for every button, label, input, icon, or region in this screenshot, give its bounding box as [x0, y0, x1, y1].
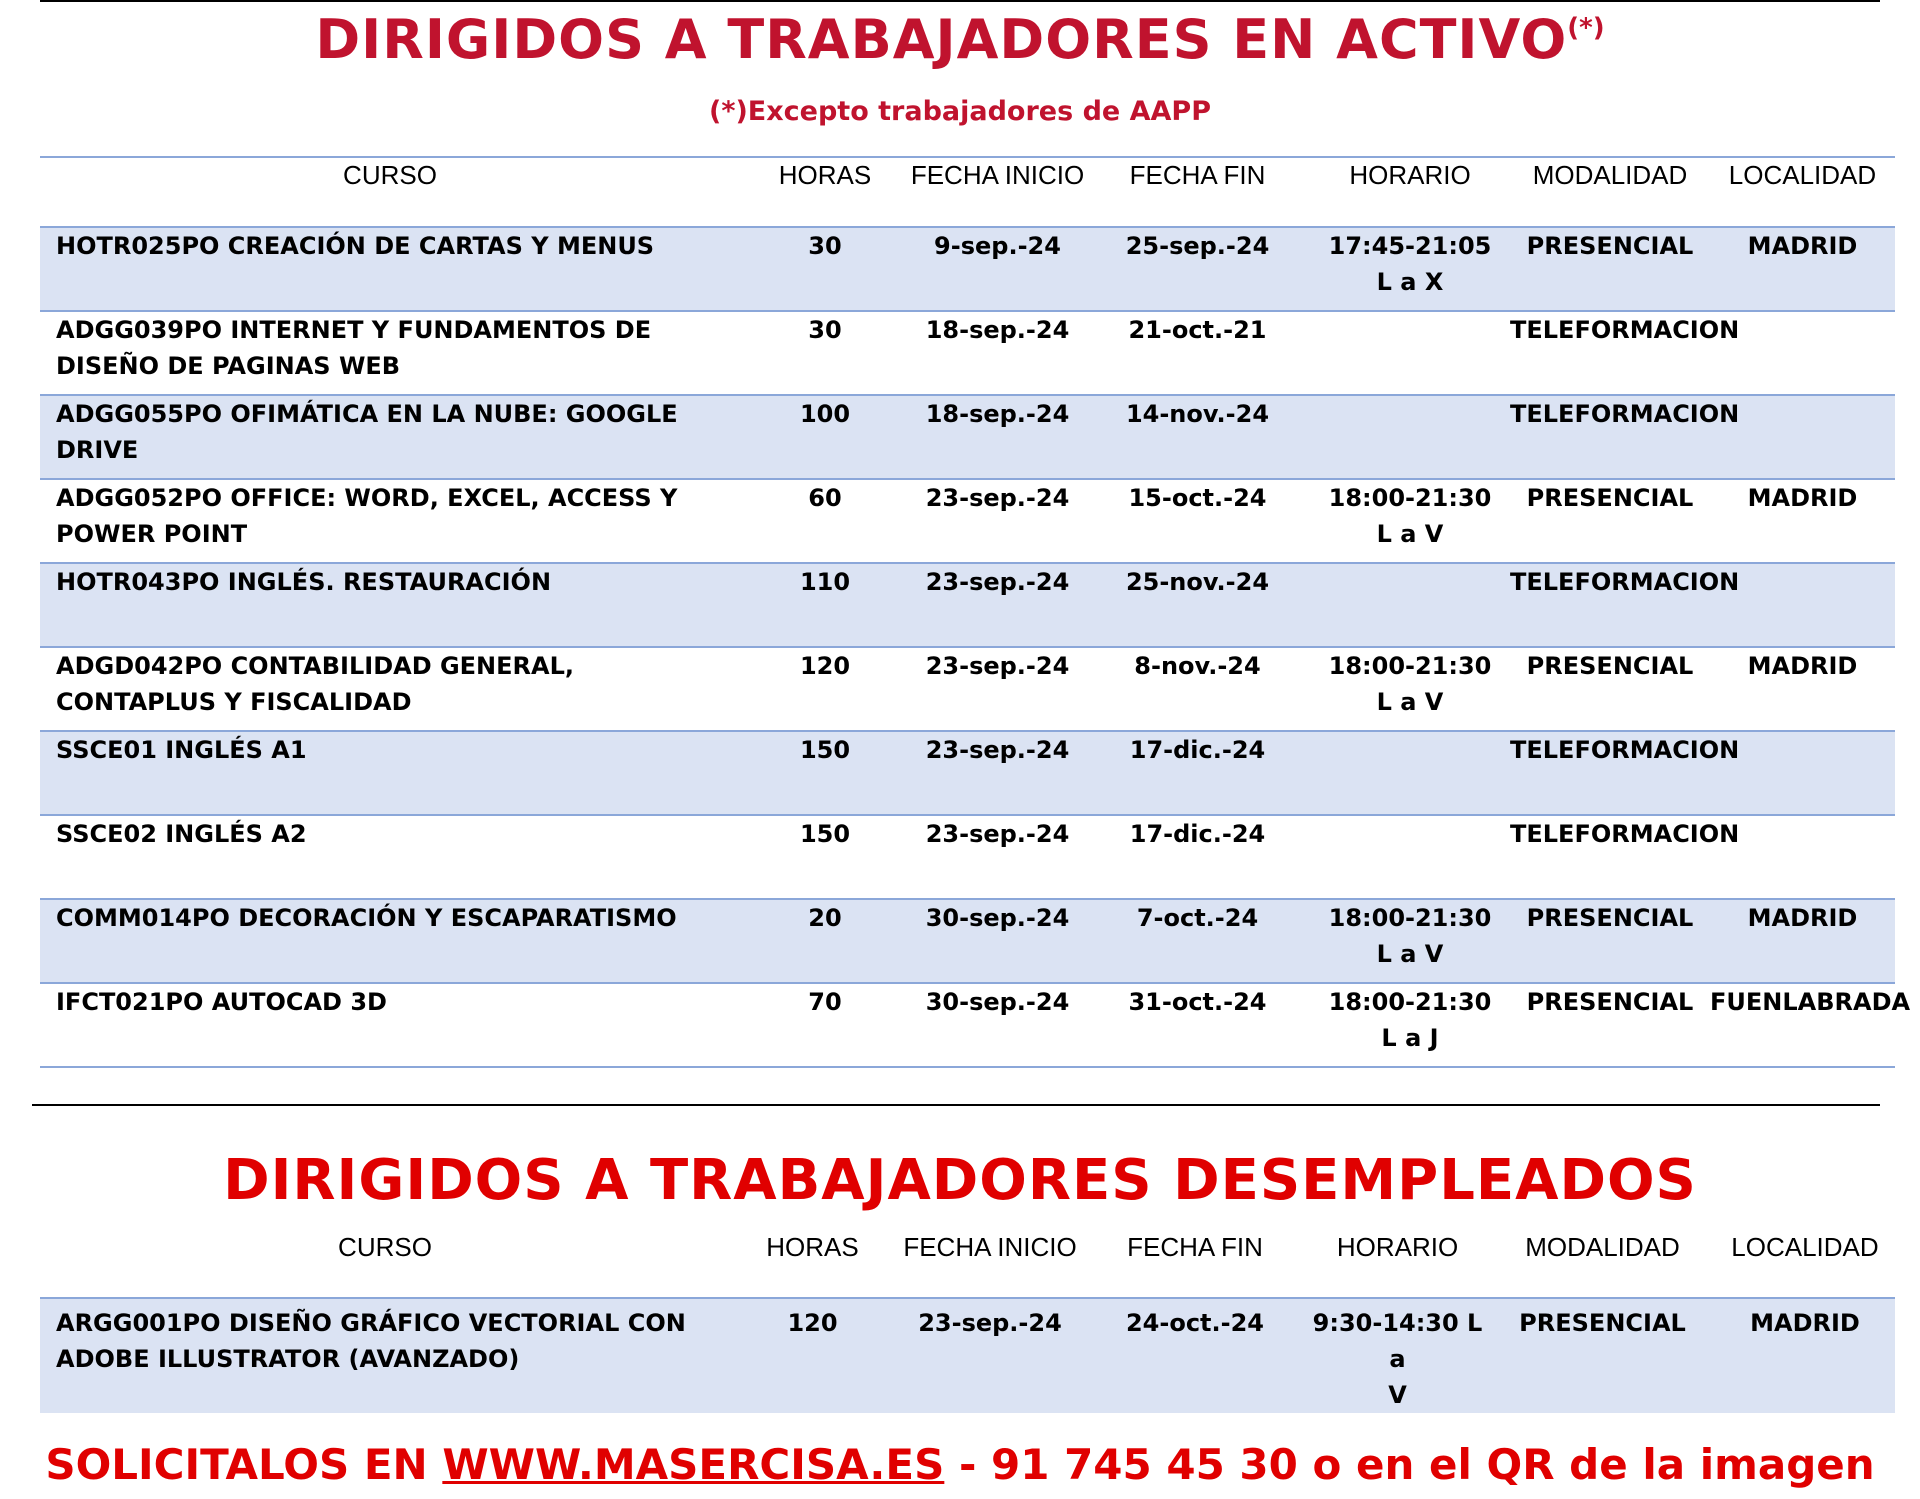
modality: TELEFORMACION	[1510, 568, 1740, 596]
start-date: 23-sep.-24	[925, 652, 1070, 680]
schedule-hours: 18:00-21:30	[1328, 904, 1492, 932]
table-row	[40, 731, 1895, 815]
section1-title	[0, 8, 1920, 71]
header-horario: HORARIO	[1349, 160, 1471, 190]
course-hours: 30	[808, 316, 842, 344]
start-date: 18-sep.-24	[925, 400, 1070, 428]
modality: PRESENCIAL	[1526, 904, 1694, 932]
table-row	[40, 815, 1895, 899]
schedule-hours: 18:00-21:30	[1328, 484, 1492, 512]
start-date: 23-sep.-24	[918, 1309, 1062, 1337]
end-date: 31-oct.-24	[1128, 988, 1267, 1016]
start-date: 23-sep.-24	[925, 484, 1070, 512]
header-modalidad: MODALIDAD	[1525, 1232, 1680, 1262]
header-horario: HORARIO	[1336, 1232, 1459, 1262]
schedule-hours: 17:45-21:05	[1328, 232, 1492, 260]
course-hours: 150	[799, 820, 851, 848]
start-date: 23-sep.-24	[925, 820, 1070, 848]
table-row	[40, 983, 1895, 1067]
course-name: HOTR025PO CREACIÓN DE CARTAS Y MENUS	[56, 232, 655, 260]
courses-table-active	[40, 156, 1911, 1068]
modality: PRESENCIAL	[1526, 232, 1694, 260]
section2-title: DIRIGIDOS A TRABAJADORES DESEMPLEADOS	[223, 1148, 1697, 1213]
schedule	[1310, 395, 1510, 479]
table-row	[40, 1298, 1895, 1413]
schedule	[1305, 1298, 1490, 1413]
table-row	[40, 479, 1895, 563]
course-hours: 110	[799, 568, 851, 596]
footer-prefix: SOLICITALOS EN	[45, 1440, 443, 1489]
end-date: 8-nov.-24	[1134, 652, 1261, 680]
start-date: 9-sep.-24	[934, 232, 1061, 260]
course-hours: 150	[799, 736, 851, 764]
modality: TELEFORMACION	[1510, 316, 1740, 344]
modality: PRESENCIAL	[1526, 652, 1694, 680]
modality: PRESENCIAL	[1519, 1309, 1686, 1337]
location: MADRID	[1747, 232, 1858, 260]
modality: PRESENCIAL	[1526, 484, 1694, 512]
footer-cta	[0, 1440, 1920, 1489]
header-horas: HORAS	[778, 160, 872, 190]
header-fecha-fin: FECHA FIN	[1127, 1232, 1263, 1262]
end-date: 14-nov.-24	[1125, 400, 1270, 428]
course-hours: 30	[808, 232, 842, 260]
location: FUENLABRADA	[1710, 988, 1911, 1016]
end-date: 24-oct.-24	[1125, 1309, 1265, 1337]
courses-table-unemployed	[40, 1232, 1895, 1413]
end-date: 15-oct.-24	[1128, 484, 1267, 512]
course-name: SSCE01 INGLÉS A1	[56, 736, 307, 764]
start-date: 30-sep.-24	[925, 988, 1070, 1016]
schedule	[1310, 815, 1510, 899]
header-modalidad: MODALIDAD	[1532, 160, 1688, 190]
start-date: 23-sep.-24	[925, 736, 1070, 764]
start-date: 30-sep.-24	[925, 904, 1070, 932]
course-name: COMM014PO DECORACIÓN Y ESCAPARATISMO	[56, 904, 677, 932]
schedule-days: L a V	[1376, 520, 1444, 548]
end-date: 17-dic.-24	[1129, 736, 1266, 764]
header-curso: CURSO	[343, 160, 437, 190]
schedule	[1310, 899, 1510, 983]
schedule	[1310, 731, 1510, 815]
schedule-days: L a V	[1376, 688, 1444, 716]
start-date: 18-sep.-24	[925, 316, 1070, 344]
schedule	[1310, 479, 1510, 563]
schedule	[1310, 227, 1510, 311]
table-row	[40, 395, 1895, 479]
course-name: ADGD042PO CONTABILIDAD GENERAL, CONTAPLUS Y FISCALIDAD	[56, 652, 575, 716]
end-date: 21-oct.-21	[1128, 316, 1267, 344]
course-hours: 70	[808, 988, 842, 1016]
schedule-hours: 18:00-21:30	[1328, 652, 1492, 680]
schedule-days: V	[1388, 1381, 1407, 1409]
schedule-days: L a V	[1376, 940, 1444, 968]
section1-subtitle: (*)Excepto trabajadores de AAPP	[708, 96, 1211, 127]
schedule-hours: 18:00-21:30	[1328, 988, 1492, 1016]
end-date: 7-oct.-24	[1136, 904, 1259, 932]
start-date: 23-sep.-24	[925, 568, 1070, 596]
course-hours: 60	[808, 484, 842, 512]
location: MADRID	[1750, 1309, 1860, 1337]
table-header-row	[40, 1232, 1895, 1298]
end-date: 17-dic.-24	[1129, 820, 1266, 848]
table-row	[40, 563, 1895, 647]
courses-table-active-body	[40, 227, 1911, 1067]
schedule	[1310, 563, 1510, 647]
course-name: ARGG001PO DISEÑO GRÁFICO VECTORIAL CON ADOBE ILLUSTRATOR (AVANZADO)	[56, 1309, 686, 1373]
table-header-row	[40, 157, 1895, 227]
schedule	[1310, 647, 1510, 731]
location: MADRID	[1747, 652, 1858, 680]
schedule-hours: 9:30-14:30 L a	[1312, 1309, 1483, 1373]
header-fecha-inicio: FECHA INICIO	[910, 160, 1085, 190]
course-hours: 120	[799, 652, 851, 680]
location: MADRID	[1747, 484, 1858, 512]
schedule-days: L a J	[1381, 1024, 1439, 1052]
course-name: ADGG039PO INTERNET Y FUNDAMENTOS DE DISEÑO DE PAGINAS WEB	[56, 316, 652, 380]
end-date: 25-sep.-24	[1125, 232, 1270, 260]
schedule	[1310, 983, 1510, 1067]
course-hours: 20	[808, 904, 842, 932]
end-date: 25-nov.-24	[1125, 568, 1270, 596]
course-name: ADGG052PO OFFICE: WORD, EXCEL, ACCESS Y POWER POINT	[56, 484, 678, 548]
header-localidad: LOCALIDAD	[1728, 160, 1877, 190]
header-fecha-inicio: FECHA INICIO	[903, 1232, 1077, 1262]
table-row	[40, 899, 1895, 983]
schedule	[1310, 311, 1510, 395]
top-rule	[40, 0, 1880, 2]
modality: PRESENCIAL	[1526, 988, 1694, 1016]
course-hours: 100	[799, 400, 851, 428]
modality: TELEFORMACION	[1510, 820, 1740, 848]
header-curso: CURSO	[338, 1232, 432, 1262]
section1-title-text: DIRIGIDOS A TRABAJADORES EN ACTIVO	[315, 8, 1568, 71]
course-name: HOTR043PO INGLÉS. RESTAURACIÓN	[56, 568, 552, 596]
course-hours: 120	[787, 1309, 838, 1337]
course-name: ADGG055PO OFIMÁTICA EN LA NUBE: GOOGLE DRIVE	[56, 400, 678, 464]
footer-suffix: - 91 745 45 30 o en el QR de la imagen	[944, 1440, 1875, 1489]
schedule-days: L a X	[1376, 268, 1444, 296]
table-row	[40, 227, 1895, 311]
courses-table-unemployed-body	[40, 1298, 1895, 1413]
header-localidad: LOCALIDAD	[1731, 1232, 1879, 1262]
course-name: SSCE02 INGLÉS A2	[56, 820, 307, 848]
course-name: IFCT021PO AUTOCAD 3D	[56, 988, 387, 1016]
section-divider	[32, 1104, 1880, 1106]
section1-title-mark: (*)	[1567, 13, 1605, 43]
table-row	[40, 647, 1895, 731]
location: MADRID	[1747, 904, 1858, 932]
modality: TELEFORMACION	[1510, 736, 1740, 764]
header-fecha-fin: FECHA FIN	[1129, 160, 1266, 190]
website-link[interactable]: WWW.MASERCISA.ES	[442, 1440, 945, 1489]
modality: TELEFORMACION	[1510, 400, 1740, 428]
header-horas: HORAS	[766, 1232, 859, 1262]
table-row	[40, 311, 1895, 395]
